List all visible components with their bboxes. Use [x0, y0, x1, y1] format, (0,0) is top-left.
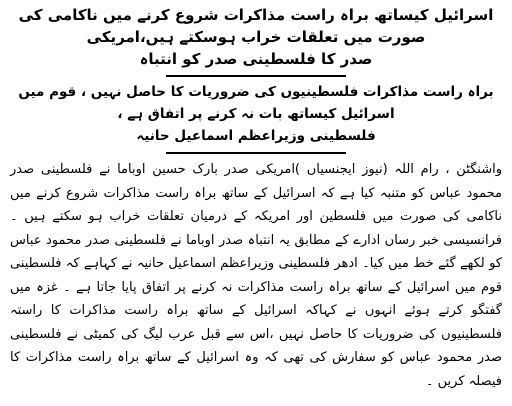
- divider-top: [166, 75, 346, 77]
- article-body: واشنگٹن ، رام اللہ (نیوز ایجنسیاں )امریکی صدر بارک حسین اوباما نے فلسطینی صدر محمود عباس کو متنبہ کیا ہے کہ اسرائیل کے ساتھ براہ راست مذاکرات شروع کرنے میں ناکامی کی صورت میں فلسطین اور امریکہ کے درمیان تعلقات خراب ہو سکتے ہیں ۔ فرانسیسی خبر رساں ادارے کے مطابق یہ انتباہ صدر اوباما نے فلسطینی صدر محمود عباس کو لکھے گئے خط میں کیا۔ ادھر فلسطینی وزیراعظم اسماعیل حانیہ نے کہاہے کہ فلسطینی قوم میں اسرائیل کے ساتھ براہ راست مذاکرات نہ کرنے پر اتفاق پایا جاتا ہے ۔ غزہ میں گفتگو کرتے ہوئے انہوں نے کہاکہ اسرائیل کے ساتھ براہ راست مذاکرات کا راستہ فلسطینیوں کی ضروریات کا حاصل نہیں ،اس سے قبل عرب لیگ کی کمیٹی نے فلسطینی صدر محمود عباس کو سفارش کی تھی کہ وہ اسرائیل کے ساتھ براہ راست مذاکرات کا فیصلہ کریں ۔: [10, 162, 502, 389]
- subheadline: [10, 81, 502, 147]
- divider-bottom: [166, 152, 346, 154]
- headline-line-2: صدر کا فلسطینی صدر کو انتباہ: [139, 50, 373, 68]
- headline: [10, 4, 502, 70]
- subheadline-line-2: فلسطینی وزیراعظم اسماعیل حانیہ: [136, 128, 376, 144]
- subheadline-line-1: براہ راست مذاکرات فلسطینیوں کی ضروریات کا حاصل نہیں ، قوم میں اسرائیل کیساتھ بات نہ کرنے پر اتفاق ہے ،: [18, 84, 494, 122]
- headline-line-1: اسرائیل کیساتھ براہ راست مذاکرات شروع کرنے میں ناکامی کی صورت میں تعلقات خراب ہوسکتے ہیں،امریکی: [18, 6, 494, 46]
